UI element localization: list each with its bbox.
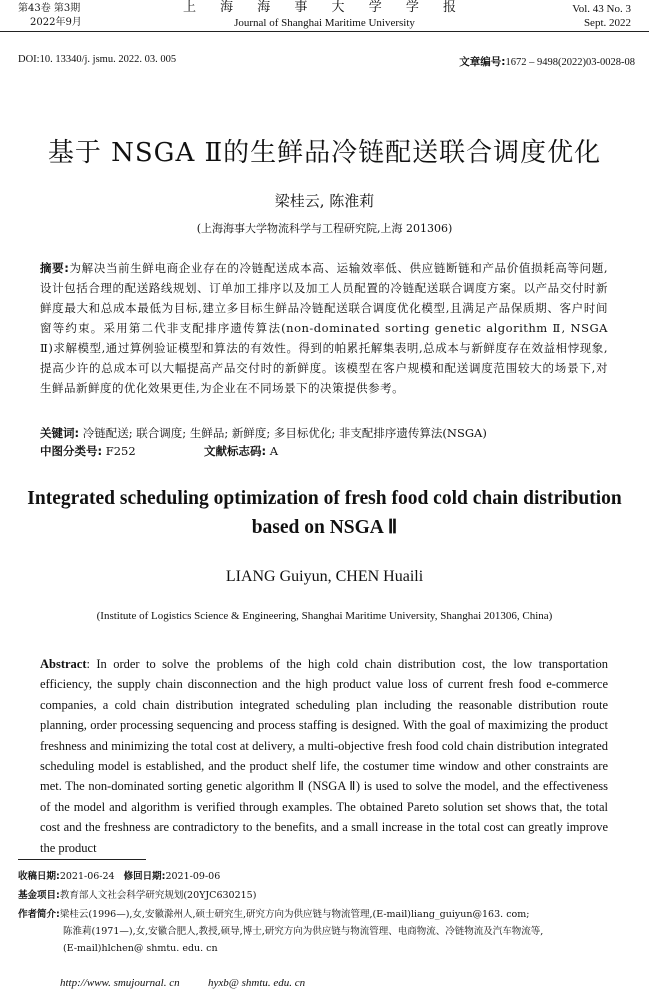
keywords-label: 关键词:	[40, 426, 80, 440]
abstract-cn-text: 为解决当前生鲜电商企业存在的冷链配送成本高、运输效率低、供应链断链和产品价值损耗高等问题,设计包括合理的配送路线规划、订单加工排序以及加工人员配置的冷链配送联合调度方案。以产品交付时新鲜度最大和总成本最低为目标,建立多目标生鲜品冷链配送联合调度优化模型,且满足产品保质期、客户时间窗等约束。采用第二代非支配排序遗传算法(non-dominated sorting genetic algorithm Ⅱ, NSGA Ⅱ)求解模型,通过算例验证模型和算法的有效性。得到的帕累托解集表明,总成本与新鲜度存在效益相悖现象,提高少许的总成本可以大幅提高产品交付时的新鲜度。该模型在客户规模和配送调度范围较大的场景下,对生鲜品新鲜度的优化效果更佳,为企业在不同场景下的决策提供参考。	[40, 261, 608, 395]
affiliation-en: (Institute of Logistics Science & Engineering, Shanghai Maritime University, Shanghai 201306, China)	[96, 610, 553, 622]
bio-3: (E-mail)hlchen@ shmtu. edu. cn	[63, 943, 218, 954]
bio-2: 陈淮莉(1971—),女,安徽合肥人,教授,硕导,博士,研究方向为供应链与物流管理、电商物流、冷链物流及汽车物流等,	[63, 926, 544, 937]
authors-cn: 梁桂云, 陈淮莉	[274, 192, 375, 210]
title-en-line-1: Integrated scheduling optimization of fresh food cold chain distribution	[27, 488, 622, 509]
abstract-en	[40, 654, 608, 858]
document-code	[204, 443, 278, 459]
footnote-fund	[18, 887, 633, 904]
journal-name-en: Journal of Shanghai Maritime University	[234, 17, 415, 29]
article-number-value: 1672 – 9498(2022)03-0028-08	[505, 57, 635, 68]
doi[interactable]: DOI:10. 13340/j. jsmu. 2022. 03. 005	[18, 54, 177, 65]
revised-label: 修回日期:	[123, 871, 166, 882]
fund-label: 基金项目:	[18, 890, 60, 901]
article-number	[459, 54, 635, 69]
abstract-cn	[40, 258, 608, 398]
abstract-en-text: : In order to solve the problems of the high cold chain distribution cost, the low transportation efficiency, the supply chain disconnection and the high product value loss of current fresh food e-commerce companies, a cold chain distribution integrated scheduling plan including the reasonable distribution route planning, order processing sequencing and process staffing is designed. With the goal of maximizing the product freshness and minimizing the total cost at delivery, a multi-objective fresh food cold chain distribution integrated scheduling model is established, and the product shelf life, the costumer time window and other constraints are met. The non-dominated sorting genetic algorithm Ⅱ (NSGA Ⅱ) is used to solve the model, and the effectiveness of the model and algorithm is verified through examples. The obtained Pareto solution set shows that, the total cost and the freshness are contradictory to the benefits, and a small increase in the total cost can greatly improve the product	[40, 657, 608, 855]
class-number	[40, 443, 136, 459]
fund-text: 教育部人文社会科学研究规划(20YJC630215)	[59, 890, 257, 901]
title-en	[0, 484, 649, 542]
article-number-label: 文章编号:	[459, 56, 506, 68]
authors-en: LIANG Guiyun, CHEN Huaili	[225, 568, 424, 585]
class-number-label: 中图分类号:	[40, 444, 103, 458]
received-date: 2021-06-24	[59, 871, 115, 882]
journal-header	[0, 0, 649, 30]
abstract-en-label: Abstract	[40, 657, 87, 671]
document-code-label: 文献标志码:	[204, 444, 267, 458]
received-label: 收稿日期:	[18, 871, 60, 882]
class-number-value: F252	[105, 444, 136, 458]
bio-label: 作者简介:	[18, 909, 60, 920]
title-en-line-2: based on NSGA Ⅱ	[251, 517, 398, 538]
affiliation-cn: (上海海事大学物流科学与工程研究院,上海 201306)	[196, 222, 453, 235]
volume-cn: 第43卷 第3期	[18, 3, 81, 14]
volume-en: Vol. 43 No. 3	[572, 3, 631, 15]
bio-1: 梁桂云(1996—),女,安徽滁州人,硕士研究生,研究方向为供应链与物流管理,(E-mail)liang_guiyun@163. com;	[59, 909, 530, 920]
journal-name-cn: 上 海 海 事 大 学 学 报	[183, 0, 466, 15]
journal-url[interactable]: http://www. smujournal. cn	[60, 977, 180, 989]
footnote-dates	[18, 868, 633, 885]
footnote-bio	[18, 906, 633, 957]
date-en: Sept. 2022	[583, 17, 631, 29]
date-cn: 2022年9月	[30, 17, 82, 28]
journal-email[interactable]: hyxb@ shmtu. edu. cn	[208, 977, 306, 989]
header-rule	[0, 31, 649, 32]
issue-info-en	[572, 2, 631, 30]
keywords	[40, 424, 608, 442]
keywords-text: 冷链配送; 联合调度; 生鲜品; 新鲜度; 多目标优化; 非支配排序遗传算法(NSGA)	[82, 426, 487, 440]
title-cn: 基于 NSGA Ⅱ的生鲜品冷链配送联合调度优化	[47, 138, 602, 168]
revised-date: 2021-09-06	[165, 871, 221, 882]
footnote-rule	[18, 859, 146, 860]
abstract-cn-label: 摘要:	[40, 261, 70, 275]
document-code-value: A	[269, 444, 279, 458]
